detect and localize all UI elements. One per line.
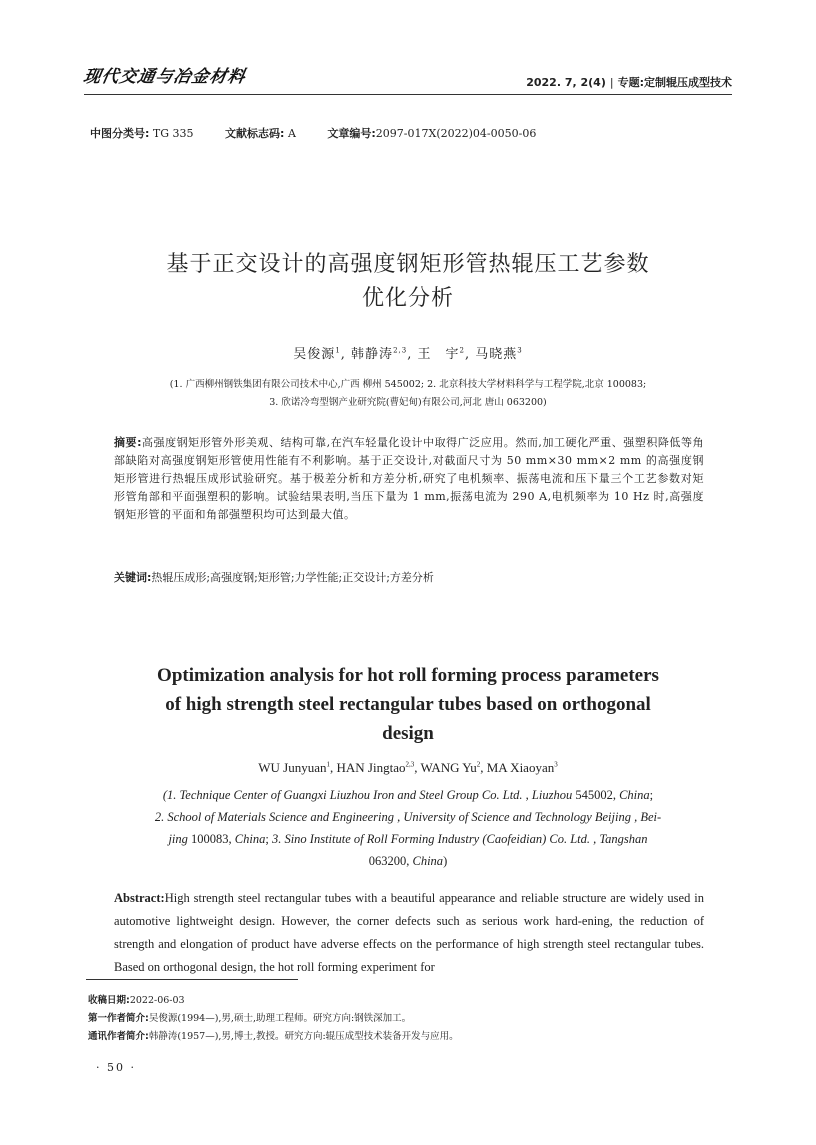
header-separator: | [609,76,614,89]
received-value: 2022-06-03 [129,995,185,1006]
country: China [619,788,650,802]
keywords-cn-text: 热辊压成形;高强度钢;矩形管;力学性能;正交设计;方差分析 [151,571,434,584]
paper-title-en [104,661,712,748]
author-sep: , [464,347,476,362]
abstract-cn-label: 摘要: [114,436,142,449]
title-en-line-3: design [382,723,434,744]
first-author-label: 第一作者简介: [88,1013,149,1024]
affiliation-en-2b: jing [168,832,188,846]
abstract-cn-text: 高强度钢矩形管外形美观、结构可靠,在汽车轻量化设计中取得广泛应用。然而,加工硬化严重、强塑积降低等角部缺陷对高强度钢矩形管使用性能有不利影响。基于正交设计,对截面尺寸为 50 mm×30 mm×2 mm 的高强度钢矩形管进行热辊压成形试验研究。基于极差分析和方差分析,研究了电机频率、振荡电流和压下量三个工艺参数对矩形管角部和平面强塑积的影响。试验结果表明,当压下量为 1 mm,振荡电流为 290 A,电机频率为 10 Hz 时,高强度钢矩形管的平面和角部强塑积均可达到最大值。 [114,436,704,521]
issue-info: 2022. 7, 2(4) [526,76,606,89]
clc-label: 中图分类号: [90,127,150,140]
affiliation-en-line-2 [108,806,708,828]
author-cn: 马晓燕 [475,347,518,362]
clc-value: TG 335 [152,127,194,140]
author-sup: 3 [517,346,523,355]
footnote-corresponding-author [88,1029,728,1045]
footnote-divider [86,979,298,980]
authors-en [84,760,732,776]
author-sup: 2 [459,346,465,355]
affiliation-en-2: 2. School of Materials Science and Engineering , University of Science and Technology Beijing , Bei- [154,810,662,824]
postal-code: 100083 [191,832,229,846]
author-sup: 2,3 [405,760,415,769]
article-no-label: 文章编号: [327,127,376,140]
article-no-value: 2097-017X(2022)04-0050-06 [375,127,537,140]
journal-logo: 现代交通与冶金材料 [81,67,248,87]
author-sep: , [330,760,337,775]
author-sep: , [414,760,421,775]
country: China [412,854,444,868]
title-en-line-2: of high strength steel rectangular tubes based on orthogonal [165,694,651,715]
authors-cn [84,343,732,362]
keywords-cn [114,569,704,587]
affiliation-en-line-3: jing 100083, China; 3. Sino Institute of Roll Forming Industry (Caofeidian) Co. Ltd. , Tangshan [168,832,648,846]
title-cn-line-2: 优化分析 [361,286,454,311]
received-label: 收稿日期: [88,995,130,1006]
footnote-received [88,993,728,1009]
title-cn-line-1: 基于正交设计的高强度钢矩形管热辊压工艺参数 [166,252,650,277]
topic-info: 专题:定制辊压成型技术 [617,76,732,89]
author-en: WANG Yu [420,760,477,775]
affiliation-cn-line-2: 3. 欣诺冷弯型钢产业研究院(曹妃甸)有限公司,河北 唐山 063200) [269,397,547,408]
postal-code: 545002 [575,788,613,802]
author-sup: 1 [335,346,341,355]
affiliations-en [108,784,708,872]
doc-code-value: A [287,127,296,140]
running-header [81,60,732,95]
corr-author-label: 通讯作者简介: [88,1031,149,1042]
corr-author-value: 韩静涛(1957—),男,博士,教授。研究方向:辊压成型技术装备开发与应用。 [148,1031,459,1042]
author-en: HAN Jingtao [336,760,406,775]
affiliations-cn [108,376,708,412]
doc-code-label: 文献标志码: [225,127,285,140]
paper-title-cn [84,248,732,316]
affiliation-en-line-4: 063200, China) [368,854,448,868]
affiliation-cn-line-1: (1. 广西柳州钢铁集团有限公司技术中心,广西 柳州 545002; 2. 北京科技大学材料科学与工程学院,北京 100083; [169,379,647,390]
affiliation-en-line-1: (1. Technique Center of Guangxi Liuzhou Iron and Steel Group Co. Ltd. , Liuzhou 545002, China; [162,788,654,802]
keywords-cn-label: 关键词: [114,571,152,584]
abstract-en-label: Abstract: [114,891,165,905]
abstract-en [114,887,704,979]
first-author-value: 吴俊源(1994—),男,硕士,助理工程师。研究方向:钢铁深加工。 [148,1013,412,1024]
author-sup: 2 [476,760,481,769]
author-en: WU Junyuan [258,760,327,775]
author-cn: 吴俊源 [293,347,336,362]
postal-code: 063200 [368,854,407,868]
author-sep: , [340,347,352,362]
author-cn: 王 宇 [417,347,460,362]
page-number: · 50 · [96,1061,136,1074]
affiliation-en-3: 3. Sino Institute of Roll Forming Industry (Caofeidian) Co. Ltd. , Tangshan [271,832,648,846]
author-en: MA Xiaoyan [486,760,555,775]
abstract-cn [114,434,704,524]
author-sep: , [480,760,487,775]
title-en-line-1: Optimization analysis for hot roll forming process parameters [157,665,659,686]
affiliation-en-1: (1. Technique Center of Guangxi Liuzhou Iron and Steel Group Co. Ltd. , Liuzhou [162,788,573,802]
footnote-first-author [88,1011,728,1027]
author-cn: 韩静涛 [351,347,394,362]
author-sep: , [407,347,418,362]
header-issue-topic [526,74,732,90]
author-sup: 3 [554,760,558,769]
author-sup: 2,3 [393,346,408,355]
classification-line [90,125,564,141]
country: China [234,832,266,846]
abstract-en-text: High strength steel rectangular tubes with a beautiful appearance and reliable structure are widely used in automotive lightweight design. However, the corner defects such as serious work hard-ening, the reduction of strength and elongation of product have adverse effects on the performance of high strength steel rectangular tubes. Based on orthogonal design, the hot roll forming experiment for [114,891,704,974]
author-sup: 1 [326,760,330,769]
